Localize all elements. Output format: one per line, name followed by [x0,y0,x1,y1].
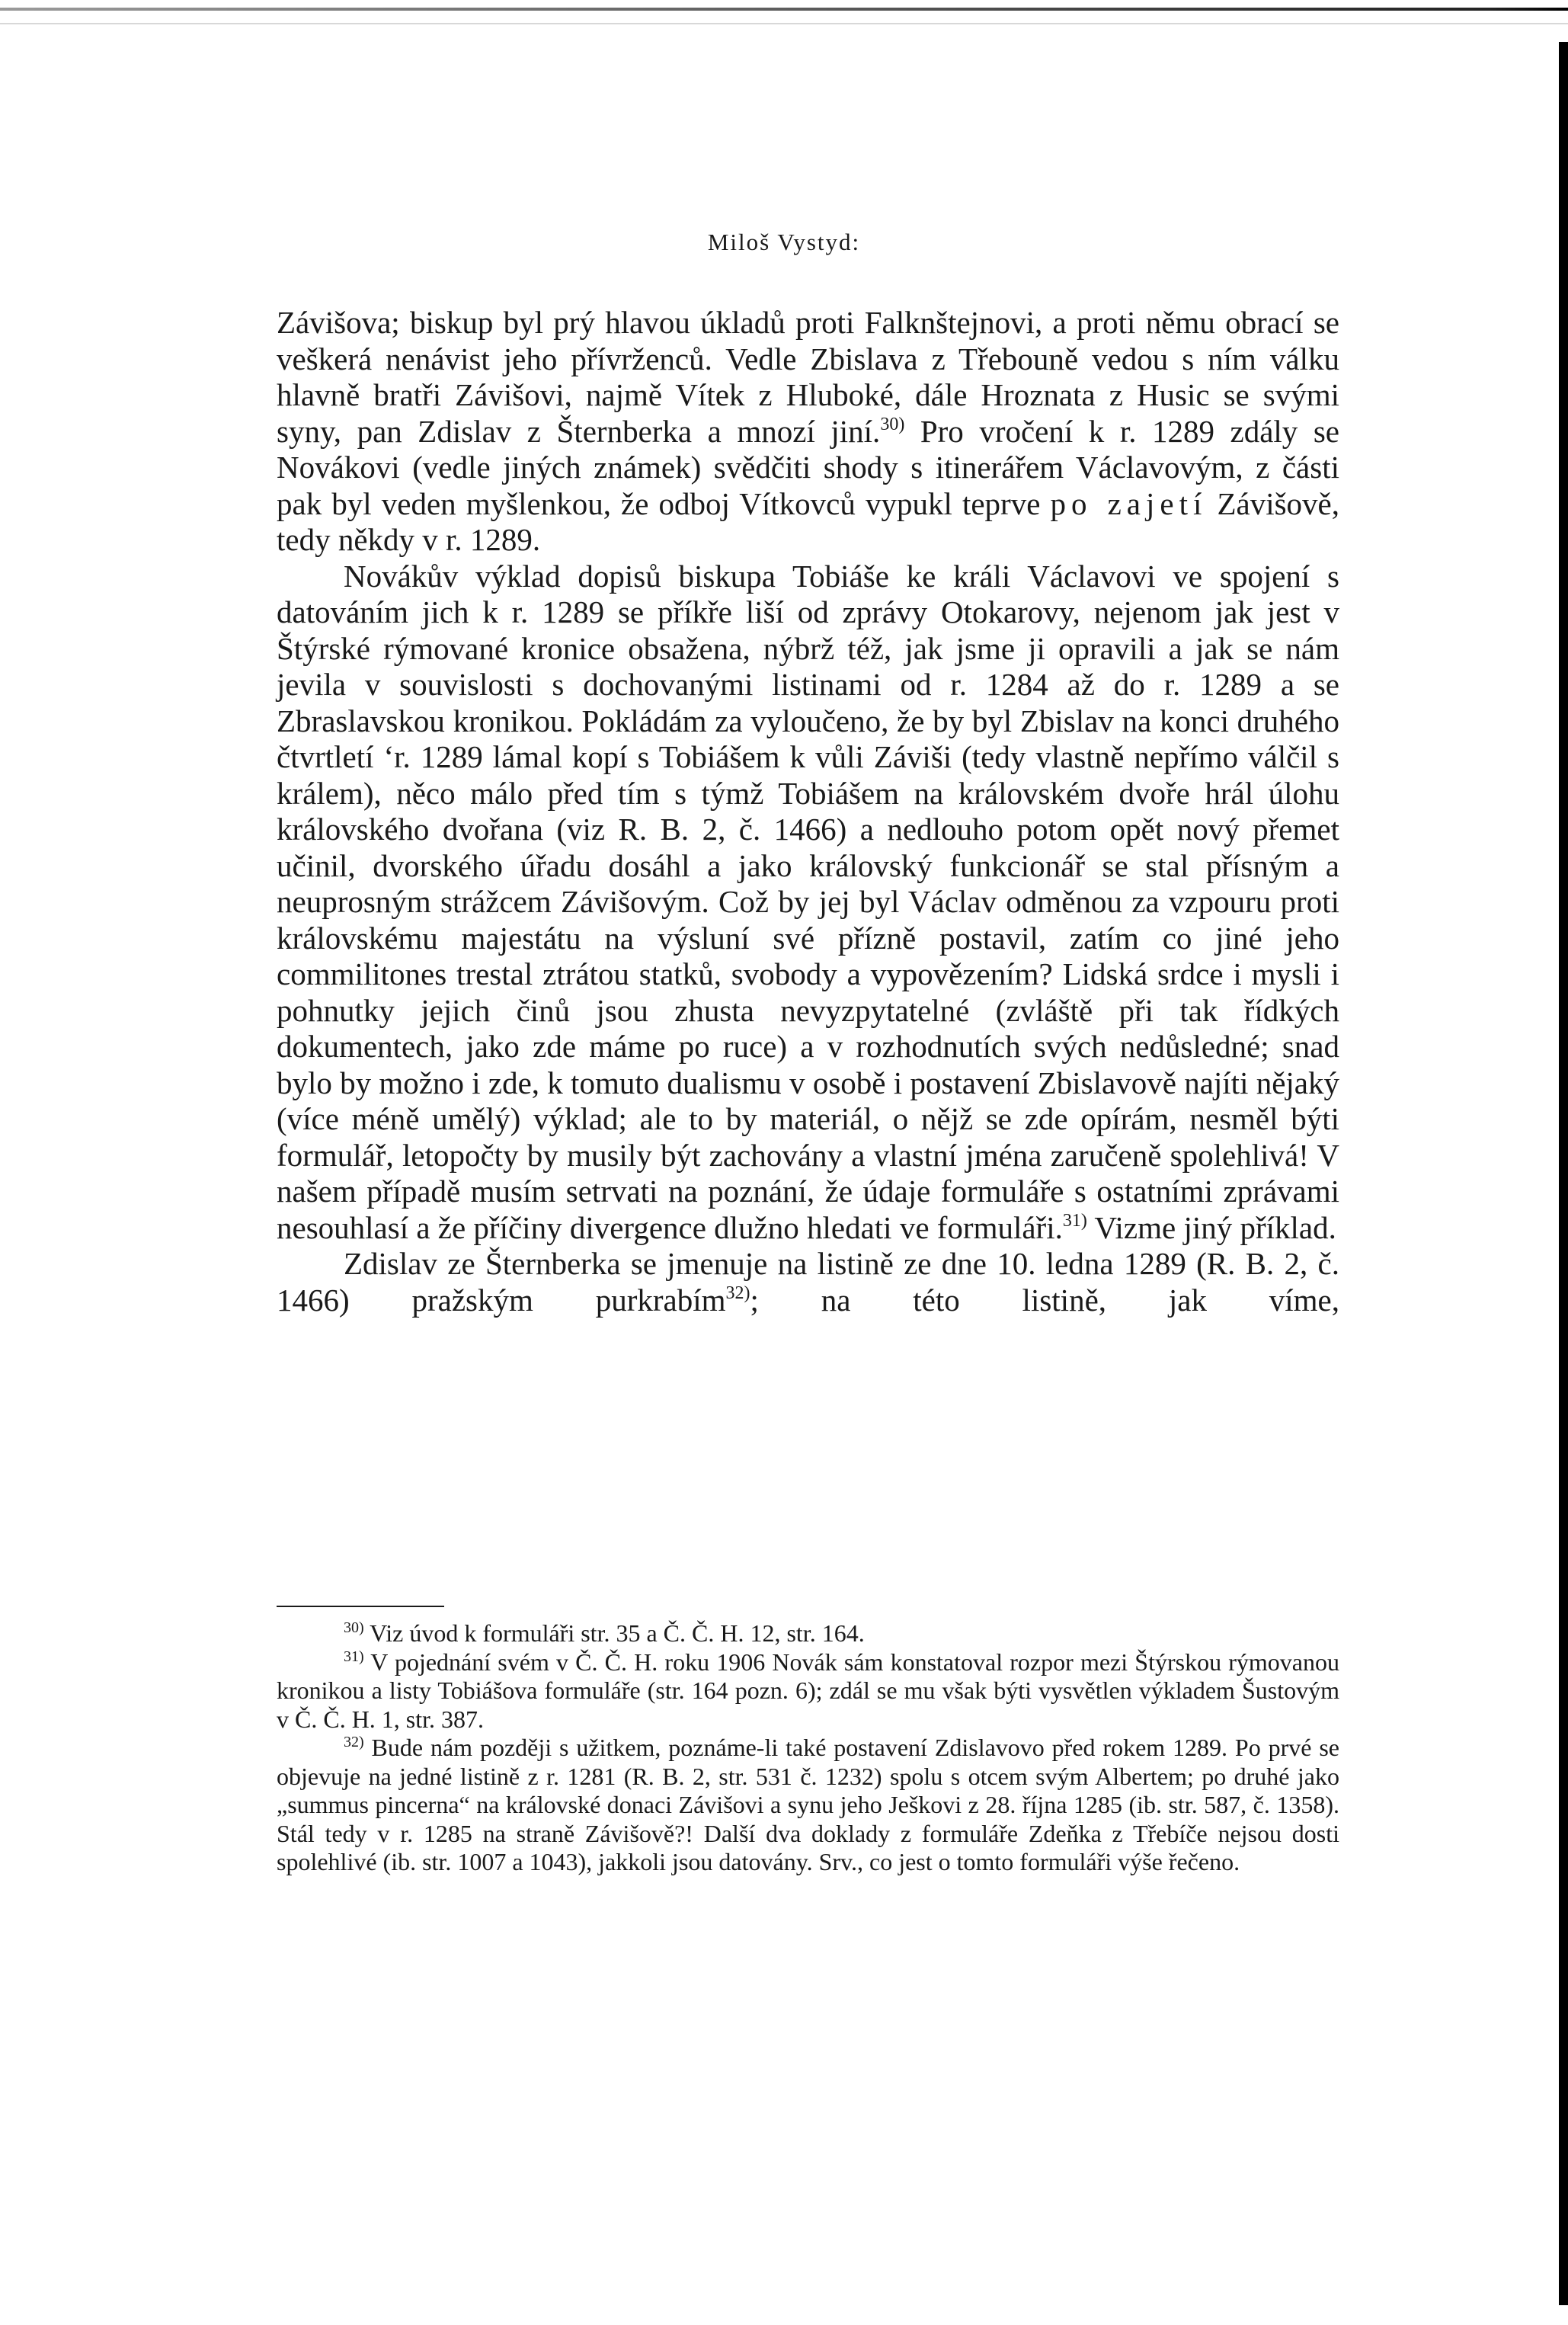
paragraph-2 [277,559,1339,1247]
footnote-30 [277,1619,1339,1648]
footnote-32-mark: 32) [344,1734,364,1750]
footnote-31-mark: 31) [344,1648,364,1665]
footnote-30-text: Viz úvod k formuláři str. 35 a Č. Č. H. 12, str. 164. [363,1619,865,1647]
main-text [277,305,1339,1318]
running-title: Miloš Vystyd: [707,229,861,255]
top-scan-rule-secondary [0,23,1568,24]
paragraph-2-text-a: Novákův výklad dopisů biskupa Tobiáše ke králi Václavovi ve spojení s datováním jich k r. 1289 se příkře liší od zprávy Otokarovy, nejenom jak jest v Štýrské rýmované kronice obsažena, nýbrž též, jak jsme ji opravili a jak se nám jevila v souvislosti s dochovanými listinami od r. 1284 až do r. 1289 a se Zbraslavskou kronikou. Pokládám za vyloučeno, že by byl Zbislav na konci druhého čtvrtletí ʻr. 1289 lámal kopí s Tobiášem k vůli Záviši (tedy vlastně nepřímo válčil s králem), něco málo před tím s týmž Tobiášem na královském dvoře hrál úlohu královského dvořana (viz R. B. 2, č. 1466) a nedlouho potom opět nový přemet učinil, dvorského úřadu dosáhl a jako královský funkcionář se stal přísným a neuprosným strážcem Závišovým. Což by jej byl Václav odměnou za vzpouru proti královskému majestátu na výsluní své přízně postavil, zatím co jiné jeho commilitones trestal ztrátou statků, svobody a vypovězením? Lidská srdce i mysli i pohnutky jejich činů jsou zhusta nevyzpytatelné (zvláště při tak řídkých dokumentech, jako zde máme po ruce) a v rozhodnutích svých nedůsledné; snad bylo by možno i zde, k tomuto dualismu v osobě i postavení Zbislavově najíti nějaký (více méně umělý) výklad; ale to by materiál, o nějž se zde opírám, nesměl býti formulář, letopočty by musily být zachovány a vlastní jména zaručeně spolehlivá! V našem případě musím setrvati na poznání, že údaje formuláře s ostatními zprávami nesouhlasí a že příčiny divergence dlužno hledati ve formuláři. [277,558,1339,1245]
footnote-32 [277,1734,1339,1877]
paragraph-1 [277,305,1339,559]
footnote-30-mark: 30) [344,1619,364,1636]
footnote-ref-31: 31) [1062,1210,1087,1231]
paragraph-1-text-a: Závišova; biskup byl prý hlavou úkladů proti Falknštejnovi, a proti němu obrací se veškerá nenávist jeho přívrženců. Vedle Zbislava z Třebouně vedou s ním válku hlavně bratři Závišovi, najmě Vítek z Hluboké, dále Hroznata z Husic se svými syny, pan Zdislav z Šternberka a mnozí jiní. [277,305,1339,449]
right-scan-edge [1559,42,1568,2305]
footnote-divider [277,1606,444,1607]
footnote-31-text: V pojednání svém v Č. Č. H. roku 1906 Novák sám konstatoval rozpor mezi Štýrskou rýmovanou kronikou a listy Tobiášova formuláře (str. 164 pozn. 6); zdál se mu však býti vysvětlen výkladem Šustovým v Č. Č. H. 1, str. 387. [277,1648,1339,1733]
paragraph-3-text-b: ; na této listině, jak víme, [750,1282,1339,1318]
paragraph-1-text-b: Pro vročení k r. 1289 zdály se Novákovi (vedle jiných známek) svědčiti shody s itinerářem Václavovým, z části pak byl veden myšlenkou, že odboj Vítkovců vypukl teprve [277,413,1339,521]
footnote-ref-30: 30) [880,414,905,434]
paragraph-1-text-c: Závišově, tedy někdy v r. 1289. [277,485,1339,557]
top-scan-rule [0,8,1568,11]
paragraph-2-text-b: Vizme jiný příklad. [1086,1209,1336,1245]
paragraph-3 [277,1246,1339,1318]
footnote-31 [277,1648,1339,1734]
footnotes [277,1619,1339,1877]
emphasis-spaced: po zajetí [1050,485,1208,521]
footnote-ref-32: 32) [725,1283,750,1303]
footnote-32-text: Bude nám později s užitkem, poznáme-li také postavení Zdislavovo před rokem 1289. Po prvé se objevuje na jedné listině z r. 1281 (R. B. 2, str. 531 č. 1232) spolu s otcem svým Albertem; po druhé jako „summus pincerna“ na královské donaci Závišovi a synu jeho Ješkovi z 28. října 1285 (ib. str. 587, č. 1358). Stál tedy v r. 1285 na straně Závišově?! Další dva doklady z formuláře Zdeňka z Třebíče nejsou dosti spolehlivé (ib. str. 1007 a 1043), jakkoli jsou datovány. Srv., co jest o tomto formuláři výše řečeno. [277,1734,1339,1875]
paragraph-3-text-a: Zdislav ze Šternberka se jmenuje na listině ze dne 10. ledna 1289 (R. B. 2, č. 1466) pražským purkrabím [277,1246,1339,1318]
